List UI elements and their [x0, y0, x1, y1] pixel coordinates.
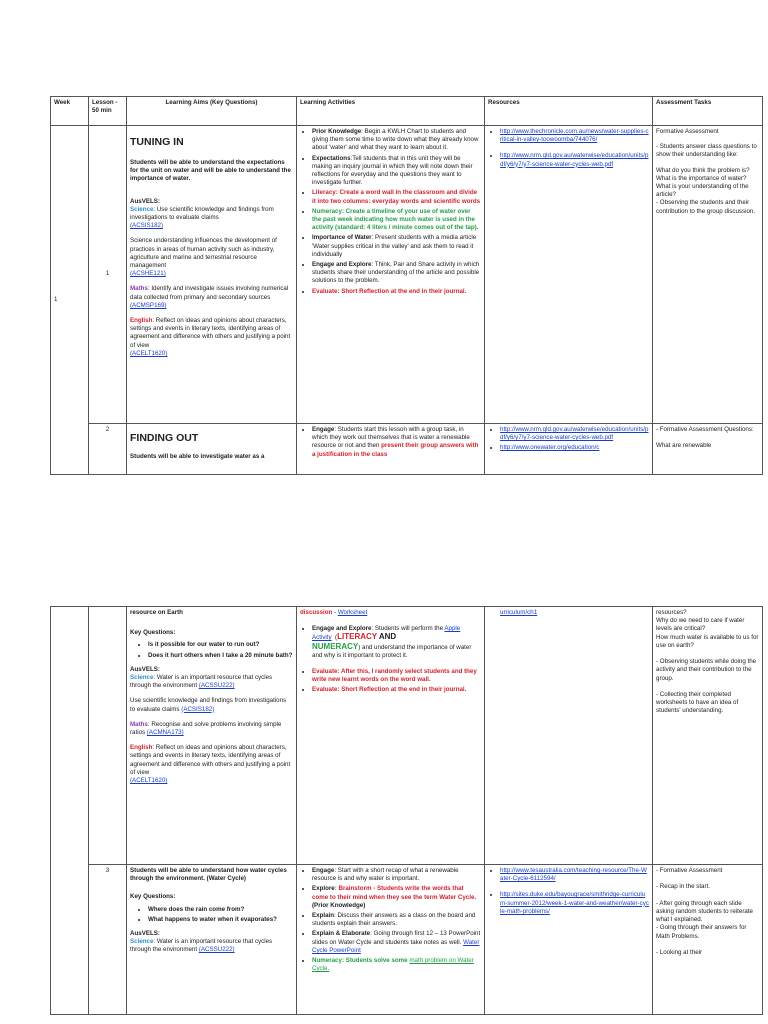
- science-text: : Water is an important resource that cycles through the environment: [130, 938, 273, 954]
- activity-item: • Engage: Start with a short recap of what a renewable resource is and why water is important.: [312, 867, 481, 883]
- assessment-cell: - Formative Assessment - Recap in the start. - After going through each slide asking random students to reiterate what I explained. - Going through their answers for Math Problems. - Looking at their: [653, 865, 763, 1015]
- learning-aims-cell: [127, 607, 297, 865]
- english-code-link[interactable]: (ACELT1620): [130, 349, 168, 357]
- resource-link[interactable]: http://www.thechronicle.com.au/news/water-supplies-critical-in-valley-toowoomba/744076/: [500, 128, 649, 144]
- week-number: 1: [54, 295, 58, 303]
- learning-aims-cell: [127, 126, 297, 424]
- english-text: : Reflect on ideas and opinions about characters, settings and events in literary texts, identifying areas of agreement and difference with others and justifying a point of view: [130, 317, 291, 349]
- activity-item: • Prior Knowledge: Begin a KWLH Chart to students and giving them some time to write down what they already know about 'water' and what they want to learn about it.: [312, 128, 481, 153]
- assessment-cell: [653, 126, 763, 424]
- key-question: • What happens to water when it evaporates?: [148, 916, 293, 924]
- assessment-heading: Formative Assessment: [656, 128, 719, 135]
- english-code-link[interactable]: (ACELT1620): [130, 777, 168, 785]
- aim-continued: resource on Earth: [130, 609, 183, 616]
- key-question: • Does it hurt others when I take a 20 minute bath?: [148, 652, 293, 660]
- science-label: Science: [130, 938, 154, 946]
- header-resources: Resources: [485, 97, 653, 126]
- key-question: • Where does the rain come from?: [148, 906, 293, 914]
- resource-link[interactable]: http://www.nrm.qld.gov.au/waterwise/education/units/pdf/y6/y7/y7-science-water-cycles-web.pdf: [500, 426, 649, 442]
- activity-item: • Evaluate: Short Reflection at the end in their journal.: [312, 686, 481, 694]
- maths-text: : Identify and investigate issues involving numerical data collected from primary and secondary sources: [130, 285, 289, 301]
- lesson-number: 1: [105, 270, 110, 278]
- activity-continued: discussion: [300, 609, 333, 616]
- ausvels-label: AusVELS:: [130, 930, 160, 938]
- lesson-row-3: [51, 865, 763, 1015]
- learning-aims-cell: [127, 865, 297, 1015]
- science2-code-link[interactable]: (ACSHE121): [130, 270, 166, 278]
- aim-intro: Students will be able to understand how water cycles through the environment. (Water Cycle): [130, 867, 287, 883]
- science2-text: Science understanding influences the development of practices in areas of human activity such as industry, agriculture and marine and terrestrial resource management: [130, 237, 277, 270]
- activity-item: • Engage: Students start this lesson with a group task, in which they work out themselves that is water a renewable resource or not and then present their group answers with a justification in the class: [312, 426, 481, 459]
- worksheet-link[interactable]: Worksheet: [337, 609, 368, 616]
- aim-intro: Students will be able to investigate water as a: [130, 453, 265, 460]
- maths-text: : Recognise and solve problems involving simple ratios: [130, 720, 282, 737]
- week-cell: [51, 607, 89, 1015]
- header-learning-aims: Learning Aims (Key Questions): [127, 97, 297, 126]
- resource-link-continued[interactable]: urriculum/ch1: [500, 609, 538, 616]
- science-code-link[interactable]: (ACSSU222): [198, 682, 235, 690]
- science-label: Science: [130, 205, 154, 213]
- resource-link[interactable]: http://www.nrm.qld.gov.au/waterwise/education/units/pdf/y6/y7/y7-science-water-cycles-web.pdf: [500, 152, 649, 168]
- key-questions-label: Key Questions:: [130, 629, 176, 637]
- activity-item: • Engage and Explore: Think, Pair and Share activity in which students share their understanding of the article and possible solutions to the problem.: [312, 261, 481, 286]
- resource-link[interactable]: http://www.onewater.org/education/c: [500, 444, 600, 452]
- aim-intro: Students will be able to understand the expectations for the unit on water and will be able to understand the importance of water.: [130, 159, 291, 183]
- lesson-number-cell: [89, 126, 127, 424]
- ausvels-label: AusVELS:: [130, 197, 160, 205]
- science-code-link[interactable]: (ACSIS182): [130, 222, 164, 230]
- key-question: • Is it possible for our water to run out?: [148, 641, 293, 649]
- lesson-number-cell: [89, 607, 127, 865]
- resource-link[interactable]: http://sites.duke.edu/bayougrace/smithridge-curriculum-summer-2012/week-1-water-and-weather/water-cycle-math-problems/: [500, 891, 649, 915]
- resources-cell: [485, 126, 653, 424]
- key-questions-label: Key Questions:: [130, 893, 176, 901]
- learning-activities-cell: discussion - Worksheet • Engage and Explore: Students will perform the Apple Activity (LITERACY AND NUMERACY) and understand the importance of water and why is it important to protect it. • Evaluate: After this, I randomly select students and they write new learnt words on the word wall. • Evaluate: Short Reflection at the end in their journal.: [297, 607, 485, 865]
- lesson-number: 2: [105, 426, 110, 433]
- activity-item: • Expectations:Tell students that in this unit they will be making an inquiry journal in which they will note down their reflections for everyday and the questions they want to investigate further.: [312, 155, 481, 188]
- maths-label: Maths: [130, 720, 148, 728]
- activities-list: [300, 128, 481, 296]
- lesson-title: TUNING IN: [130, 136, 184, 148]
- apple-activity-link[interactable]: Apple Activity: [312, 625, 461, 642]
- activity-item: • Evaluate: Short Reflection at the end in their journal.: [312, 288, 481, 296]
- resources-list: [488, 867, 649, 916]
- lesson-row-2-continued: [51, 607, 763, 865]
- resources-list: [488, 426, 649, 453]
- powerpoint-link[interactable]: Water Cycle PowerPoint: [312, 938, 480, 954]
- lesson-plan-table-page-2: [50, 606, 763, 1015]
- activity-item: • Literacy: Create a word wall in the classroom and divide it into two columns: everyday words and scientific words: [312, 189, 481, 205]
- resources-list: [488, 128, 649, 169]
- math-problem-link[interactable]: math problem on Water Cycle.: [312, 957, 474, 973]
- activity-item: • Engage and Explore: Students will perform the Apple Activity (LITERACY AND NUMERACY) and understand the importance of water and why is it important to protect it.: [312, 625, 481, 660]
- header-lesson: Lesson - 50 min: [89, 97, 127, 126]
- english-label: English: [130, 317, 153, 325]
- learning-activities-cell: [297, 424, 485, 475]
- activities-list: [300, 867, 481, 973]
- lesson-plan-table-page-1: [50, 96, 763, 475]
- science-text: : Water is an important resource that cycles through the environment: [130, 674, 273, 690]
- learning-activities-cell: [297, 126, 485, 424]
- maths-label: Maths: [130, 285, 148, 293]
- lesson-title: FINDING OUT: [130, 432, 199, 444]
- maths-code-link[interactable]: (ACMNA173): [146, 729, 184, 737]
- key-questions-list: [130, 906, 293, 924]
- activities-list: [300, 426, 481, 459]
- activity-item: • Importance of Water: Present students with a media article 'Water supplies critical in the valley' and ask them to read it individually: [312, 234, 481, 259]
- activity-item: • Explore: Brainstorm - Students write the words that come to their mind when they see the term Water Cycle. (Prior Knowledge): [312, 885, 481, 910]
- english-text: : Reflect on ideas and opinions about characters, settings and events in literary texts, identifying areas of agreement and difference with others and justifying a point of view: [130, 744, 291, 776]
- activity-item: • Explain & Elaborate: Going through first 12 – 13 PowerPoint slides on Water Cycle and students take notes as well. Water Cycle PowerPoint: [312, 930, 481, 955]
- assessment-text: - Students answer class questions to show their understanding like:: [656, 143, 757, 159]
- activity-item: • Numeracy: Create a timeline of your use of water over the past week indicating how much water is used in the activity (standard: 4 liters / minute comes out of the tap).: [312, 208, 481, 233]
- lesson-row-2: [51, 424, 763, 475]
- activity-item: • Numeracy: Students solve some math problem on Water Cycle.: [312, 957, 481, 973]
- activity-item: • Evaluate: After this, I randomly select students and they write new learnt words on the word wall.: [312, 668, 481, 684]
- resources-cell: [485, 607, 653, 865]
- activity-item: • Explain: Discuss their answers as a class on the board and students explain their answers.: [312, 912, 481, 928]
- learning-activities-cell: [297, 865, 485, 1015]
- assessment-text: What do you think the problem is? What is the importance of water? What is your understanding of the article? - Observing the students and their contribution to the group discussion.: [656, 166, 756, 215]
- header-learning-activities: Learning Activities: [297, 97, 485, 126]
- header-row: [51, 97, 763, 126]
- science-label: Science: [130, 674, 154, 682]
- header-week: Week: [51, 97, 89, 126]
- science2-text: Use scientific knowledge and findings from investigations to evaluate claims: [130, 697, 287, 713]
- week-cell: [51, 126, 89, 475]
- header-assessment: Assessment Tasks: [653, 97, 763, 126]
- lesson-number-cell: [89, 424, 127, 475]
- science-code-link[interactable]: (ACSSU222): [198, 946, 235, 954]
- science-text: : Use scientific knowledge and findings from investigations to evaluate claims: [130, 205, 274, 222]
- maths-code-link[interactable]: (ACMSP169): [130, 301, 167, 309]
- lesson-row-1: [51, 126, 763, 424]
- resource-link[interactable]: http://www.tesaustralia.com/teaching-resource/The-Water-Cycle-6112594/: [500, 867, 647, 883]
- assessment-cell: - Formative Assessment Questions: What are renewable: [653, 424, 763, 475]
- resources-cell: [485, 424, 653, 475]
- learning-aims-cell: [127, 424, 297, 475]
- science2-code-link[interactable]: (ACSIS182): [181, 705, 215, 713]
- key-questions-list: [130, 641, 293, 659]
- ausvels-label: AusVELS:: [130, 665, 160, 673]
- assessment-cell: resources? Why do we need to care if water levels are critical? How much water is available to us for use on earth? - Observing students while doing the activity and their contribution to the group. - Collecting their completed worksheets to have an idea of students' understanding.: [653, 607, 763, 865]
- lesson-number: 3: [105, 867, 110, 874]
- english-label: English: [130, 744, 153, 752]
- resources-cell: [485, 865, 653, 1015]
- activities-list: [300, 625, 481, 694]
- lesson-number-cell: [89, 865, 127, 1015]
